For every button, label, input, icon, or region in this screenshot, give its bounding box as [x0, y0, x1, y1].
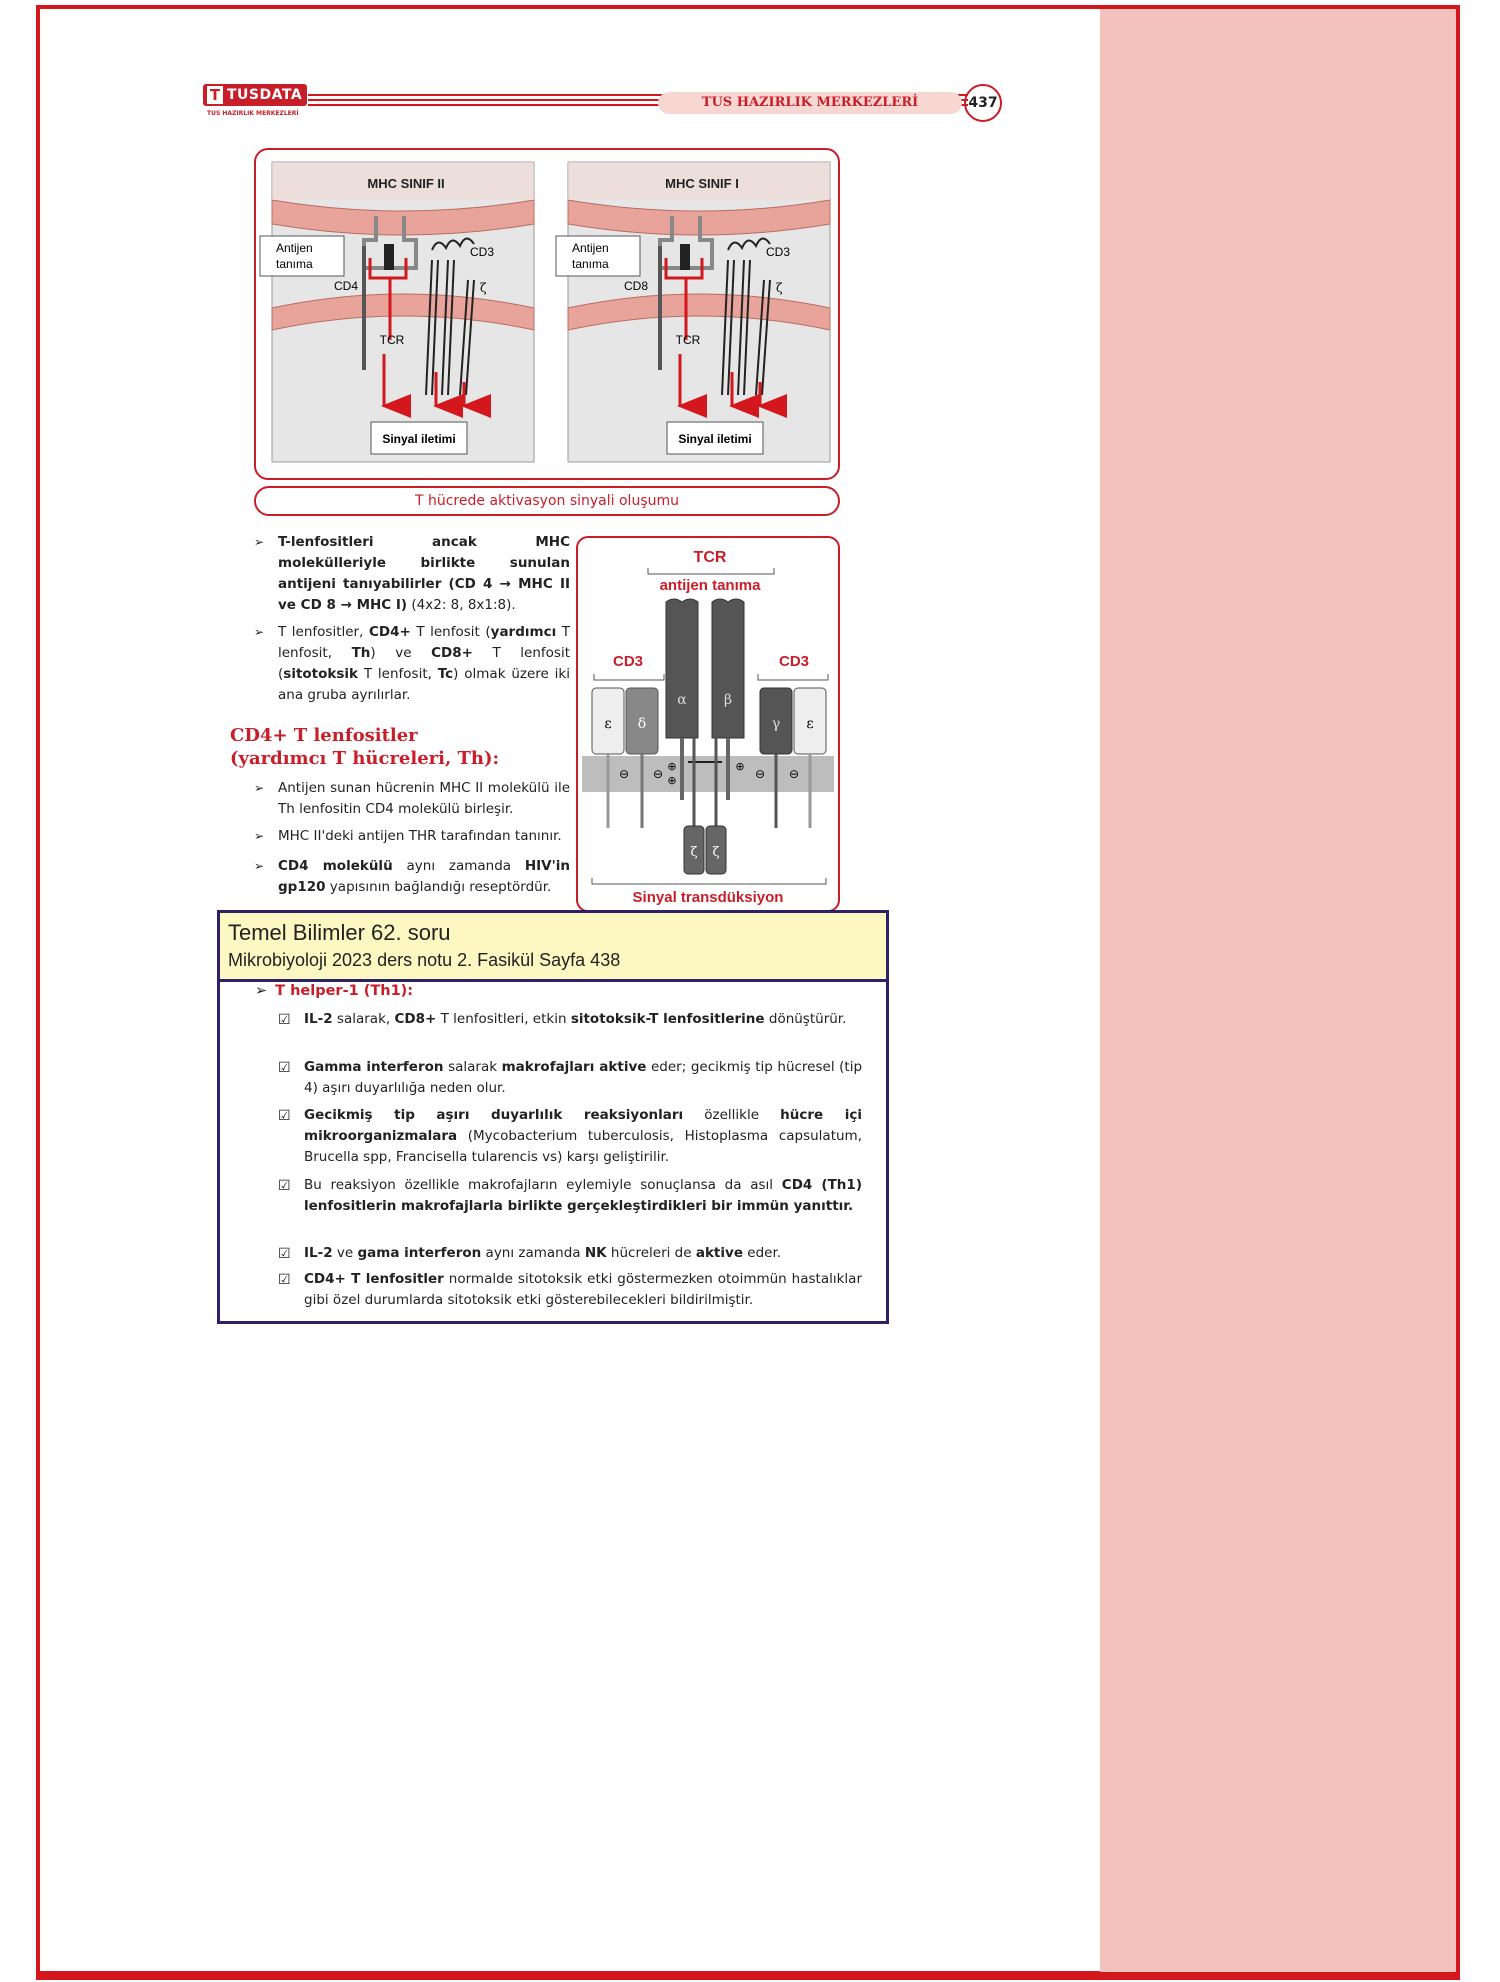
zeta-1: ζ	[690, 845, 698, 860]
bullet-1-bold: T-lenfositleri ancak MHC molekülleriyle birlikte sunulan antijeni tanıyabilirler (CD 4 → MHC II ve CD 8 → MHC I)	[278, 534, 570, 613]
overlay-title: Temel Bilimler 62. soru	[228, 920, 451, 945]
i1-m1: salarak	[443, 1059, 502, 1075]
t-b5: sitotoksik	[283, 666, 359, 682]
cd3-right: CD3	[766, 245, 791, 259]
th1-item	[278, 1269, 862, 1311]
i4-m1: ve	[332, 1245, 358, 1261]
bullet-t-subtypes	[254, 622, 570, 706]
mhc-diagram	[256, 150, 838, 478]
bullet-arrow: ➢	[254, 625, 265, 639]
t-m6: ) olmak üzere iki ana gruba ayrılırlar.	[278, 666, 570, 703]
tcr-title: TCR	[693, 549, 727, 566]
section-title-line-1: CD4+ T lenfositler	[230, 725, 418, 746]
zeta-2: ζ	[712, 845, 720, 860]
logo-subtitle: TUS HAZIRLIK MERKEZLERİ	[207, 110, 299, 117]
bullet-arrow: ➢	[255, 983, 268, 999]
frame-bottom-bar	[36, 1972, 1460, 1980]
t-b1: CD4+	[368, 624, 411, 640]
t-m5: T lenfosit,	[358, 666, 438, 682]
checkbox-icon: ☑	[278, 1178, 291, 1194]
th1-item	[278, 1243, 862, 1264]
i2-b2: hücre içi mikroorganizmalara	[304, 1107, 862, 1144]
checkbox-icon: ☑	[278, 1012, 291, 1028]
checkbox-icon: ☑	[278, 1246, 291, 1262]
i0-b1: IL-2	[304, 1011, 333, 1027]
bullet-mhc-recognition	[254, 532, 570, 616]
t-pre: T lenfositler,	[278, 624, 369, 640]
i4-b2: gama interferon	[357, 1245, 482, 1261]
tcr-diagram	[578, 538, 838, 910]
cd3-left: CD3	[470, 245, 495, 259]
bullet-arrow: ➢	[254, 829, 265, 843]
t-m2: T lenfosit,	[278, 624, 570, 661]
minus-4: ⊖	[788, 767, 800, 781]
i4-m4: eder.	[742, 1245, 782, 1261]
mhc-figure	[254, 148, 840, 480]
plus-2: ⊕	[667, 774, 677, 787]
antigen-label-1-right: Antijen	[572, 241, 609, 255]
section-title	[230, 724, 499, 770]
th1-item	[278, 1105, 862, 1168]
i0-m2: T lenfositleri, etkin	[436, 1011, 571, 1027]
section-title-line-2: (yardımcı T hücreleri, Th):	[230, 748, 500, 769]
th1-heading-text: T helper-1 (Th1):	[275, 983, 414, 999]
figure-caption: T hücrede aktivasyon sinyali oluşumu	[254, 486, 840, 516]
mhc-class-i-panel	[556, 162, 830, 462]
zeta-right: ζ	[776, 281, 783, 295]
delta-label: δ	[637, 716, 647, 732]
page-number: 437	[964, 84, 1002, 122]
coreceptor-left: CD4	[334, 279, 359, 293]
plus-3: ⊕	[735, 760, 745, 773]
plus-1: ⊕	[667, 760, 677, 773]
beta-label: β	[723, 692, 733, 708]
coreceptor-right: CD8	[624, 279, 649, 293]
t-b2: yardımcı	[490, 624, 557, 640]
t-b3: Th	[351, 645, 371, 661]
alpha-label: α	[677, 692, 687, 708]
i4-m2: aynı zamanda	[481, 1245, 585, 1261]
minus-2: ⊖	[652, 767, 664, 781]
i0-b3: sitotoksik-T lenfositlerine	[570, 1011, 765, 1027]
bullet-arrow: ➢	[254, 535, 265, 549]
tcr-subtitle: antijen tanıma	[659, 577, 761, 594]
i0-m3: dönüştürür.	[764, 1011, 847, 1027]
bullet-arrow: ➢	[254, 781, 265, 795]
th1-item	[278, 1009, 862, 1030]
mhc-class-ii-panel	[260, 162, 534, 462]
side-panel	[1100, 9, 1456, 1972]
tcr-figure	[576, 536, 840, 912]
epsilon-right: ε	[806, 716, 814, 732]
antigen-label-1-left: Antijen	[276, 241, 313, 255]
bullet-thr	[254, 826, 570, 847]
tcr-left: TCR	[379, 333, 405, 347]
i1-b2: makrofajları aktive	[501, 1059, 647, 1075]
t-b4: CD8+	[431, 645, 473, 661]
i2-m1: özellikle	[683, 1107, 781, 1123]
mhc-ii-title: MHC SINIF II	[367, 176, 445, 191]
i0-m1: salarak,	[332, 1011, 395, 1027]
th1-item	[278, 1175, 862, 1217]
i4-b4: aktive	[695, 1245, 743, 1261]
signal-transduction-label: Sinyal transdüksiyon	[632, 889, 784, 906]
logo-text: TUSDATA	[227, 87, 303, 103]
i1-m2: eder; gecikmiş tip hücresel (tip 4) aşırı duyarlılığa neden olur.	[304, 1059, 863, 1096]
signal-right: Sinyal iletimi	[678, 432, 752, 446]
th1-item	[278, 1057, 862, 1099]
i4-b1: IL-2	[304, 1245, 333, 1261]
gamma-label: γ	[771, 716, 781, 732]
i4-b3: NK	[584, 1245, 607, 1261]
i0-b2: CD8+	[394, 1011, 437, 1027]
overlay-subtitle: Mikrobiyoloji 2023 ders notu 2. Fasikül Sayfa 438	[228, 950, 621, 970]
t-m4: T lenfosit (	[278, 645, 570, 682]
logo-box	[203, 84, 307, 106]
minus-1: ⊖	[618, 767, 630, 781]
bullet-1-rest: (4x2: 8, 8x1:8).	[407, 597, 516, 613]
overlay-header	[220, 913, 886, 982]
i5-b1: CD4+ T lenfositler	[304, 1271, 444, 1287]
bullet-cd4-binding	[254, 778, 570, 820]
cd4-bullet-2-text: MHC II'deki antijen THR tarafından tanınır.	[278, 828, 562, 844]
header-title: TUS HAZIRLIK MERKEZLERİ	[658, 92, 962, 114]
checkbox-icon: ☑	[278, 1060, 291, 1076]
i1-b1: Gamma interferon	[304, 1059, 444, 1075]
i2-m2: (Mycobacterium tuberculosis, Histoplasma capsulatum, Brucella spp, Francisella tularencis vs) karşı geliştirilir.	[304, 1128, 862, 1165]
hiv-b1: CD4 molekülü	[278, 858, 393, 874]
hiv-b2: HIV'in gp120	[278, 858, 570, 895]
zeta-left: ζ	[480, 281, 487, 295]
question-overlay	[217, 910, 889, 1324]
minus-3: ⊖	[754, 767, 766, 781]
tcr-right: TCR	[675, 333, 701, 347]
tusdata-logo	[203, 84, 309, 122]
bullet-arrow: ➢	[254, 859, 265, 873]
cd4-bullet-1-text: Antijen sunan hücrenin MHC II molekülü ile Th lenfositin CD4 molekülü birleşir.	[278, 780, 570, 817]
antigen-label-2-right: tanıma	[572, 257, 609, 271]
i5-m1: normalde sitotoksik etki göstermezken otoimmün hastalıklar gibi özel durumlarda sitotoksik etki gösterebilecekleri bildirilmiştir.	[304, 1271, 862, 1308]
signal-left: Sinyal iletimi	[382, 432, 456, 446]
t-m3: ) ve	[370, 645, 432, 661]
cd3-left-label: CD3	[612, 653, 644, 670]
bullet-hiv	[254, 856, 570, 898]
checkbox-icon: ☑	[278, 1108, 291, 1124]
epsilon-left: ε	[604, 716, 612, 732]
hiv-m2: yapısının bağlandığı reseptördür.	[325, 879, 552, 895]
hiv-m1: aynı zamanda	[392, 858, 525, 874]
antigen-label-2-left: tanıma	[276, 257, 313, 271]
cd3-right-label: CD3	[778, 653, 810, 670]
checkbox-icon: ☑	[278, 1272, 291, 1288]
i3-m0: Bu reaksiyon özellikle makrofajların eylemiyle sonuçlansa da asıl	[304, 1177, 782, 1193]
i4-m3: hücreleri de	[606, 1245, 696, 1261]
t-m1: T lenfosit (	[410, 624, 491, 640]
t-b6: Tc	[437, 666, 454, 682]
th1-heading	[255, 983, 413, 999]
logo-letter: T	[207, 86, 223, 104]
i2-b1: Gecikmiş tip aşırı duyarlılık reaksiyonları	[304, 1107, 684, 1123]
mhc-i-title: MHC SINIF I	[665, 176, 739, 191]
i3-b1: CD4 (Th1) lenfositlerin makrofajlarla birlikte gerçekleştirdikleri bir immün yanıttır.	[304, 1177, 862, 1214]
